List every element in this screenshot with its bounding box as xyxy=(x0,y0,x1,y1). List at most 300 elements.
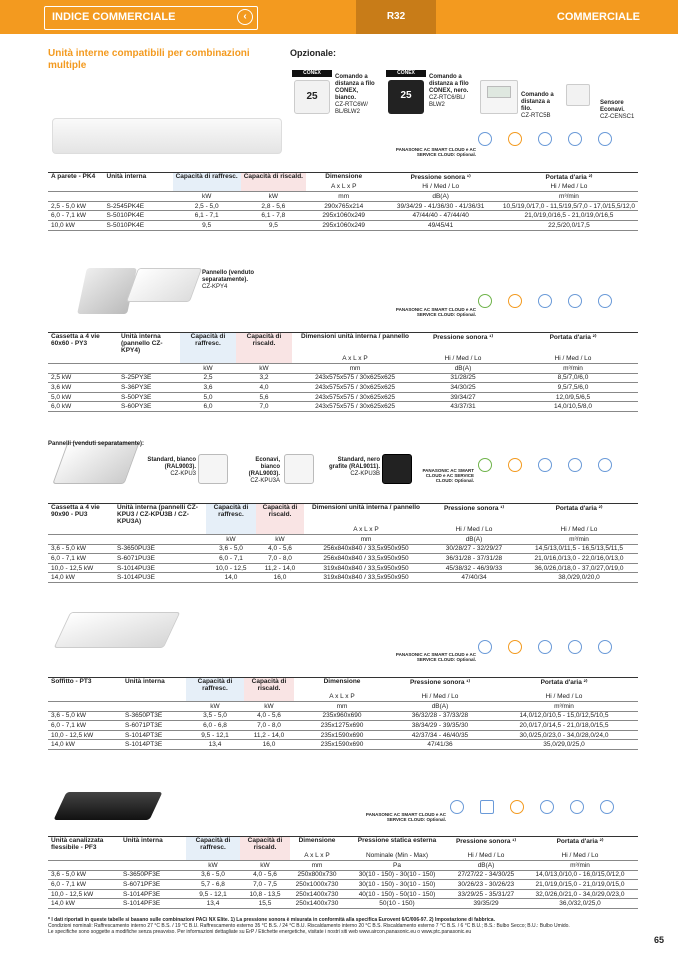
sub-header: A x L x P xyxy=(290,851,344,861)
table-cell: 4,0 - 5,6 xyxy=(240,870,290,880)
table-cell: 30/26/23 - 30/26/23 xyxy=(450,880,522,890)
table-cell: 3,2 xyxy=(236,373,292,383)
table-cell: 30,0/25,0/23,0 - 34,0/28,0/24,0 xyxy=(490,730,638,740)
sub-header: Nominale (Min - Max) xyxy=(344,851,450,861)
table-cell: 38/34/29 - 39/35/30 xyxy=(390,721,490,731)
page-number: 65 xyxy=(653,935,664,945)
auto-restart-icon xyxy=(508,132,522,146)
sub-header: A x L x P xyxy=(292,354,418,364)
table-cell: 6,0 - 7,1 kW xyxy=(48,554,114,564)
cassette-90-image xyxy=(52,442,139,484)
feature-icons-2 xyxy=(478,294,638,314)
table-cell: 6,1 - 7,8 xyxy=(241,211,306,221)
table-cell: 243x575x575 / 30x625x625 xyxy=(292,392,418,402)
table-cell: 256x840x840 / 33,5x950x950 xyxy=(304,554,428,564)
unit-cell: mm xyxy=(292,364,418,374)
table-cell: S-60PY3E xyxy=(118,402,180,412)
col-header: Portata d'aria ²⁾ xyxy=(545,174,593,181)
table-cell: 10,0 kW xyxy=(48,220,104,230)
col-header: Capacità di riscald. xyxy=(256,504,304,526)
cloud-smart-icon xyxy=(538,458,552,472)
panel-kpu3a-text: Econavi, bianco (RAL9003). xyxy=(248,457,280,477)
table-cell: 250x800x730 xyxy=(290,870,344,880)
ceiling-unit-image xyxy=(54,612,181,648)
unit-cell: mm xyxy=(304,535,428,545)
table-cell: 6,0 kW xyxy=(48,402,118,412)
controller-temp: 25 xyxy=(306,91,318,102)
table-cell: 50(10 - 150) xyxy=(344,899,450,909)
table-cell: 11,2 - 14,0 xyxy=(244,730,294,740)
table-cell: 3,6 - 5,0 kW xyxy=(48,544,114,554)
table-cell: 9,5 - 12,1 xyxy=(186,730,244,740)
sub-header: A x L x P xyxy=(306,182,381,192)
table-cell: S-3650PF3E xyxy=(120,870,186,880)
unit-cell: kW xyxy=(240,861,290,871)
table-cell: 47/40/34 xyxy=(428,573,520,583)
conex-logo: CONEX xyxy=(292,70,332,77)
dc-fan-icon xyxy=(480,800,494,814)
cloud-note-4: PANASONIC AC SMART CLOUD e AC SERVICE CLOUD: Optional. xyxy=(395,652,476,662)
table-cell: 34/30/25 xyxy=(418,383,508,393)
col-header: Pressione sonora ¹⁾ xyxy=(432,334,494,341)
col-header: Capacità di riscald. xyxy=(241,173,306,183)
unit-cell: kW xyxy=(186,861,240,871)
table-cell: S-6071PF3E xyxy=(120,880,186,890)
table-cell: 4,0 xyxy=(236,383,292,393)
table-cell: 5,7 - 6,8 xyxy=(186,880,240,890)
table-cell: 43/37/31 xyxy=(418,402,508,412)
table-cell: 3,6 - 5,0 xyxy=(186,870,240,880)
index-link[interactable] xyxy=(44,6,258,30)
table-cell: 2,5 xyxy=(180,373,236,383)
table-cell: 2,5 - 5,0 xyxy=(173,201,241,211)
table-cell: 6,0 - 7,1 xyxy=(206,554,256,564)
wifi-icon xyxy=(450,800,464,814)
sub-header: A x L x P xyxy=(294,692,390,702)
wired-remote-code: CZ-RTC5B xyxy=(521,113,551,119)
cloud-service-icon xyxy=(570,800,584,814)
table-cell: 6,0 - 6,8 xyxy=(186,721,244,731)
table-cell: 27/27/22 - 34/30/25 xyxy=(450,870,522,880)
table-row xyxy=(48,373,638,383)
col-header: Capacità di riscald. xyxy=(236,333,292,355)
col-header: Pressione sonora ¹⁾ xyxy=(455,838,517,845)
table-cell: 49/45/41 xyxy=(381,220,499,230)
index-label: INDICE COMMERCIALE xyxy=(52,11,176,23)
table-cell: 7,0 - 8,0 xyxy=(256,554,304,564)
table-cassette-py3 xyxy=(48,332,638,412)
table-cell: 30(10 - 150) - 30(10 - 150) xyxy=(344,870,450,880)
table-cell: 47/41/36 xyxy=(390,740,490,750)
panel-kpu3-image xyxy=(198,454,228,484)
table-cell: 15,5 xyxy=(240,899,290,909)
col-header: Unità interna (pannelli CZ-KPU3 / CZ-KPU3B / CZ-KPU3A) xyxy=(117,504,198,525)
table-cell: 45/38/32 - 46/39/33 xyxy=(428,563,520,573)
table-cell: 10,8 - 13,5 xyxy=(240,889,290,899)
auto-restart-icon xyxy=(508,458,522,472)
table-cell: 47/44/40 - 47/44/40 xyxy=(381,211,499,221)
cassette-60-image xyxy=(77,268,137,314)
table-cell: 12,0/9,5/6,5 xyxy=(508,392,638,402)
auto-restart-icon xyxy=(508,640,522,654)
conex-black-text: Comando a distanza a filo CONEX, nero. xyxy=(429,74,469,94)
col-header: Capacità di raffresc. xyxy=(186,678,244,693)
col-header: Soffitto - PT3 xyxy=(51,678,92,685)
sub-header: A x L x P xyxy=(304,525,428,535)
unit-cell: mm xyxy=(294,702,390,712)
table-cell: S-3650PT3E xyxy=(122,711,186,721)
table-cell: 32,0/26,0/21,0 - 34,0/29,0/23,0 xyxy=(522,889,638,899)
panel-kpu3b-code: CZ-KPU3B xyxy=(350,471,380,477)
col-header: Dimensione xyxy=(298,837,336,844)
table-row xyxy=(48,730,638,740)
table-cell: S-1014PF3E xyxy=(120,889,186,899)
table-cell: 14,5/13,0/11,5 - 16,5/13,5/11,5 xyxy=(520,544,638,554)
table-cell: 3,5 - 5,0 xyxy=(186,711,244,721)
panel-kpu3-text: Standard, bianco (RAL9003). xyxy=(147,457,196,470)
sub-header: Hi / Med / Lo xyxy=(418,354,508,364)
page-title: Unità interne compatibili per combinazioni multiple xyxy=(48,48,250,71)
cloud-service-icon xyxy=(568,458,582,472)
col-header: Portata d'aria ²⁾ xyxy=(549,334,597,341)
conex-black-code: CZ-RTC6/BL/ BLW2 xyxy=(429,95,466,108)
table-cell: S-25PY3E xyxy=(118,373,180,383)
unit-cell: m³/min xyxy=(490,702,638,712)
ducted-unit-image xyxy=(53,792,162,820)
table-cell: 10,0 - 12,5 kW xyxy=(48,889,120,899)
table-cell: 39/34/29 - 41/36/30 - 41/36/31 xyxy=(381,201,499,211)
col-header: Capacità di raffresc. xyxy=(206,504,256,526)
unit-cell: dB(A) xyxy=(418,364,508,374)
col-header: Dimensione xyxy=(325,173,363,180)
col-header: Dimensioni unità interna / pannello xyxy=(301,333,409,340)
wall-unit-image xyxy=(52,118,282,154)
unit-cell: dB(A) xyxy=(390,702,490,712)
table-cell: 7,0 - 7,5 xyxy=(240,880,290,890)
table-ducted-pf3 xyxy=(48,836,638,909)
col-header: Capacità di raffresc. xyxy=(173,173,241,183)
table-cell: 39/34/27 xyxy=(418,392,508,402)
table-cell: 14,0/10,5/8,0 xyxy=(508,402,638,412)
table-cell: 5,0 kW xyxy=(48,392,118,402)
table-cell: S-1014PF3E xyxy=(120,899,186,909)
table-row xyxy=(48,870,638,880)
conex-white-text: Comando a distanza a filo CONEX, bianco. xyxy=(335,74,375,101)
col-header: Portata d'aria ²⁾ xyxy=(555,505,603,512)
table-cell: 14,0 kW xyxy=(48,899,120,909)
cloud-note-3: PANASONIC AC SMART CLOUD e AC SERVICE CLOUD: Optional. xyxy=(422,468,474,483)
unit-cell: mm xyxy=(290,861,344,871)
table-cell: S-6071PU3E xyxy=(114,554,206,564)
table-cell: 3,6 - 5,0 kW xyxy=(48,870,120,880)
table-cell: 9,5 - 12,1 xyxy=(186,889,240,899)
table-cell: 33/29/25 - 35/31/27 xyxy=(450,889,522,899)
table-cell: 11,2 - 14,0 xyxy=(256,563,304,573)
col-header: Dimensioni unità interna / pannello xyxy=(312,504,420,511)
unit-cell: m³/min xyxy=(520,535,638,545)
header-bar xyxy=(0,0,678,34)
unit-cell: kW xyxy=(236,364,292,374)
panel-kpu3b-image xyxy=(382,454,412,484)
table-cell: 250x1400x730 xyxy=(290,889,344,899)
table-row xyxy=(48,201,638,211)
table-cell: 30(10 - 150) - 30(10 - 150) xyxy=(344,880,450,890)
table-cell: S-2545PK4E xyxy=(104,201,173,211)
panel-kpy4-text: Pannello (venduto separatamente). xyxy=(202,270,255,283)
table-cell: 35,0/29,0/25,0 xyxy=(490,740,638,750)
table-cell: 243x575x575 / 30x625x625 xyxy=(292,383,418,393)
table-row xyxy=(48,899,638,909)
table-cell: 14,0/12,0/10,5 - 15,0/12,5/10,5 xyxy=(490,711,638,721)
wifi-icon xyxy=(478,132,492,146)
unit-cell: m³/min xyxy=(522,861,638,871)
table-cell: 21,0/19,0/16,5 - 21,0/19,0/16,5 xyxy=(500,211,638,221)
table-cell: 16,0 xyxy=(244,740,294,750)
r32-tab[interactable]: R32 xyxy=(356,0,436,34)
footnote-1: * I dati riportati in queste tabelle si basano sulle combinazioni PACi NX Elite. 1) La pressione sonora è misurata in conformità alla specifica Eurovent 6/C/006-97. 2) Impostazione di fabbrica. xyxy=(48,917,495,923)
connectivity-icon xyxy=(598,458,612,472)
col-header: Cassetta a 4 vie 60x60 - PY3 xyxy=(51,333,100,347)
conex-white-code: CZ-RTC6W/ BL/BLW2 xyxy=(335,102,368,115)
table-cell: 14,0 xyxy=(206,573,256,583)
unit-cell: kW xyxy=(256,535,304,545)
table-row xyxy=(48,544,638,554)
wired-remote-icon xyxy=(480,80,518,114)
table-row xyxy=(48,880,638,890)
col-header: Cassetta a 4 vie 90x90 - PU3 xyxy=(51,504,100,518)
table-cell: 250x1000x730 xyxy=(290,880,344,890)
table-cell: 243x575x575 / 30x625x625 xyxy=(292,402,418,412)
col-header: Dimensione xyxy=(323,678,361,685)
table-cell: 10,0 - 12,5 kW xyxy=(48,730,122,740)
panel-kpu3a-image xyxy=(284,454,314,484)
cloud-note-5: PANASONIC AC SMART CLOUD e AC SERVICE CLOUD: Optional. xyxy=(365,812,446,822)
panels-label: Pannelli (venduti separatamente): xyxy=(48,441,145,447)
wifi-icon xyxy=(478,640,492,654)
panel-kpy4-image xyxy=(126,268,202,302)
connectivity-icon xyxy=(598,294,612,308)
table-row xyxy=(48,220,638,230)
footnotes xyxy=(48,917,648,935)
table-cell: 36/31/28 - 37/31/28 xyxy=(428,554,520,564)
cloud-service-icon xyxy=(568,640,582,654)
table-cell: S-5010PK4E xyxy=(104,220,173,230)
col-header: Unità interna xyxy=(125,678,165,685)
table-wall-pk4 xyxy=(48,172,638,231)
unit-cell: dB(A) xyxy=(450,861,522,871)
conex-black-controller xyxy=(384,70,428,116)
unit-cell: kW xyxy=(186,702,244,712)
footnote-3: Le specifiche sono soggette a modifiche senza preavviso. Per informazioni dettagliate su ErP / Etichette energetiche, visitate i nostri siti web www.aircon.panasonic.eu o www.ptc.panasonic.eu xyxy=(48,929,472,935)
controller-temp-2: 25 xyxy=(400,90,412,101)
table-row xyxy=(48,211,638,221)
unit-cell: m³/min xyxy=(508,364,638,374)
table-cell: S-1014PU3E xyxy=(114,563,206,573)
table-cell: 4,0 - 5,6 xyxy=(256,544,304,554)
eco-icon xyxy=(478,294,492,308)
table-cell: 9,5/7,5/6,0 xyxy=(508,383,638,393)
table-cell: 2,5 - 5,0 kW xyxy=(48,201,104,211)
table-cell: 13,4 xyxy=(186,899,240,909)
panel-kpy4-code: CZ-KPY4 xyxy=(202,284,228,290)
col-header: Capacità di raffresc. xyxy=(186,837,240,852)
table-cell: 30/28/27 - 32/29/27 xyxy=(428,544,520,554)
sub-header: Hi / Med / Lo xyxy=(522,851,638,861)
optional-label: Opzionale: xyxy=(290,48,337,58)
chevron-left-icon[interactable]: ‹ xyxy=(237,9,253,25)
conex-white-controller xyxy=(290,70,334,116)
cloud-note-2: PANASONIC AC SMART CLOUD e AC SERVICE CLOUD: Optional. xyxy=(395,307,476,317)
col-header: Pressione sonora ¹⁾ xyxy=(410,174,471,181)
col-header: Pressione statica esterna xyxy=(357,837,437,844)
feature-icons-3 xyxy=(478,458,638,478)
cloud-smart-icon xyxy=(538,640,552,654)
table-cell: 10,0 - 12,5 kW xyxy=(48,563,114,573)
table-cell: 243x575x575 / 30x625x625 xyxy=(292,373,418,383)
table-cell: S-36PY3E xyxy=(118,383,180,393)
table-cell: 256x840x840 / 33,5x950x950 xyxy=(304,544,428,554)
table-cell: 250x1400x730 xyxy=(290,899,344,909)
sub-header: Hi / Med / Lo xyxy=(450,851,522,861)
col-header: A parete - PK4 xyxy=(51,173,96,180)
feature-icons-5 xyxy=(450,800,640,820)
auto-restart-icon xyxy=(508,294,522,308)
unit-cell: dB(A) xyxy=(381,192,499,202)
table-cell: 42/37/34 - 46/40/35 xyxy=(390,730,490,740)
table-row xyxy=(48,383,638,393)
col-header: Portata d'aria ²⁾ xyxy=(556,838,604,845)
sub-header: Hi / Med / Lo xyxy=(520,525,638,535)
table-cell: 10,5/19,0/17,0 - 11,5/19,5/7,0 - 17,0/15,5/12,0 xyxy=(500,201,638,211)
table-row xyxy=(48,889,638,899)
feature-icons-1 xyxy=(478,132,638,152)
table-cell: 235x1590x690 xyxy=(294,740,390,750)
sub-header: Hi / Med / Lo xyxy=(381,182,499,192)
table-cell: 22,5/20,0/17,5 xyxy=(500,220,638,230)
table-cell: 6,0 xyxy=(180,402,236,412)
sub-header: Hi / Med / Lo xyxy=(390,692,490,702)
table-cell: 319x840x840 / 33,5x950x950 xyxy=(304,563,428,573)
unit-cell: kW xyxy=(206,535,256,545)
table-cell: 290x765x214 xyxy=(306,201,381,211)
cloud-service-icon xyxy=(568,132,582,146)
table-cell: S-5010PK4E xyxy=(104,211,173,221)
conex-logo-2: CONEX xyxy=(386,70,426,77)
table-cell: 31/28/25 xyxy=(418,373,508,383)
table-cell: 6,0 - 7,1 kW xyxy=(48,880,120,890)
table-cell: 21,0/16,0/13,0 - 22,0/16,0/13,0 xyxy=(520,554,638,564)
unit-cell: m³/min xyxy=(500,192,638,202)
col-header: Unità interna (pannello CZ-KPY4) xyxy=(121,333,163,354)
col-header: Capacità di riscald. xyxy=(244,678,294,693)
cloud-smart-icon xyxy=(538,132,552,146)
panel-kpu3b-text: Standard, nero grafite (RAL9011). xyxy=(328,457,380,470)
connectivity-icon xyxy=(598,640,612,654)
table-cell: 5,6 xyxy=(236,392,292,402)
col-header: Capacità di riscald. xyxy=(240,837,290,852)
table-cell: 20,0/17,0/14,5 - 21,0/18,0/15,5 xyxy=(490,721,638,731)
col-header: Portata d'aria ²⁾ xyxy=(540,679,588,686)
sub-header: Hi / Med / Lo xyxy=(490,692,638,702)
table-cell: 5,0 xyxy=(180,392,236,402)
table-row xyxy=(48,573,638,583)
unit-cell: kW xyxy=(180,364,236,374)
table-cell: 295x1060x249 xyxy=(306,220,381,230)
sub-header: Hi / Med / Lo xyxy=(508,354,638,364)
table-cell: 16,0 xyxy=(256,573,304,583)
table-cell: 14,0 kW xyxy=(48,740,122,750)
table-cell: 9,5 xyxy=(173,220,241,230)
table-cell: 3,6 - 5,0 xyxy=(206,544,256,554)
feature-icons-4 xyxy=(478,640,638,660)
unit-cell: dB(A) xyxy=(428,535,520,545)
unit-cell: kW xyxy=(244,702,294,712)
panel-kpu3-code: CZ-KPU3 xyxy=(170,471,196,477)
eco-icon xyxy=(478,458,492,472)
connectivity-icon xyxy=(598,132,612,146)
table-row xyxy=(48,554,638,564)
cloud-smart-icon xyxy=(540,800,554,814)
table-cell: 295x1060x249 xyxy=(306,211,381,221)
cloud-service-icon xyxy=(568,294,582,308)
panel-kpu3a-code: CZ-KPU3A xyxy=(250,478,280,484)
table-cell: 319x840x840 / 33,5x950x950 xyxy=(304,573,428,583)
table-row xyxy=(48,402,638,412)
table-cell: S-1014PT3E xyxy=(122,740,186,750)
table-cell: 10,0 - 12,5 xyxy=(206,563,256,573)
wired-remote-text: Comando a distanza a filo. xyxy=(521,92,554,112)
table-cell: 235x1275x690 xyxy=(294,721,390,731)
col-header: Unità interna xyxy=(123,837,163,844)
table-cell: 40(10 - 150) - 50(10 - 150) xyxy=(344,889,450,899)
col-header: Unità interna xyxy=(106,173,147,180)
table-cell: 36/32/28 - 37/33/28 xyxy=(390,711,490,721)
table-cell: 39/35/29 xyxy=(450,899,522,909)
econavi-code: CZ-CENSC1 xyxy=(600,114,635,120)
table-ceiling-pt3 xyxy=(48,677,638,750)
table-cell: 235x1590x690 xyxy=(294,730,390,740)
table-cell: 235x960x690 xyxy=(294,711,390,721)
unit-cell: mm xyxy=(306,192,381,202)
table-row xyxy=(48,740,638,750)
table-row xyxy=(48,721,638,731)
table-cell: S-50PY3E xyxy=(118,392,180,402)
table-row xyxy=(48,392,638,402)
table-cell: 21,0/19,0/15,0 - 21,0/19,0/15,0 xyxy=(522,880,638,890)
controller-white-icon xyxy=(294,80,330,114)
table-cell: S-3650PU3E xyxy=(114,544,206,554)
table-cell: 2,8 - 5,6 xyxy=(241,201,306,211)
table-cell: 6,0 - 7,1 kW xyxy=(48,211,104,221)
col-header: Capacità di raffresc. xyxy=(180,333,236,355)
sub-header: Hi / Med / Lo xyxy=(500,182,638,192)
table-row xyxy=(48,563,638,573)
table-cell: 3,6 - 5,0 kW xyxy=(48,711,122,721)
table-cell: 36,0/32,0/25,0 xyxy=(522,899,638,909)
table-cell: 13,4 xyxy=(186,740,244,750)
econavi-text: Sensore Econavi. xyxy=(600,100,625,113)
table-cell: 14,0 kW xyxy=(48,573,114,583)
table-cell: 8,5/7,0/6,0 xyxy=(508,373,638,383)
table-cell: 3,6 kW xyxy=(48,383,118,393)
econavi-sensor-icon xyxy=(566,84,590,106)
cloud-note-1: PANASONIC AC SMART CLOUD e AC SERVICE CLOUD: Optional. xyxy=(395,147,476,157)
sub-header: Hi / Med / Lo xyxy=(428,525,520,535)
unit-cell: kW xyxy=(241,192,306,202)
col-header: Pressione sonora ¹⁾ xyxy=(443,505,505,512)
table-cell: S-1014PU3E xyxy=(114,573,206,583)
table-cell: 4,0 - 5,6 xyxy=(244,711,294,721)
